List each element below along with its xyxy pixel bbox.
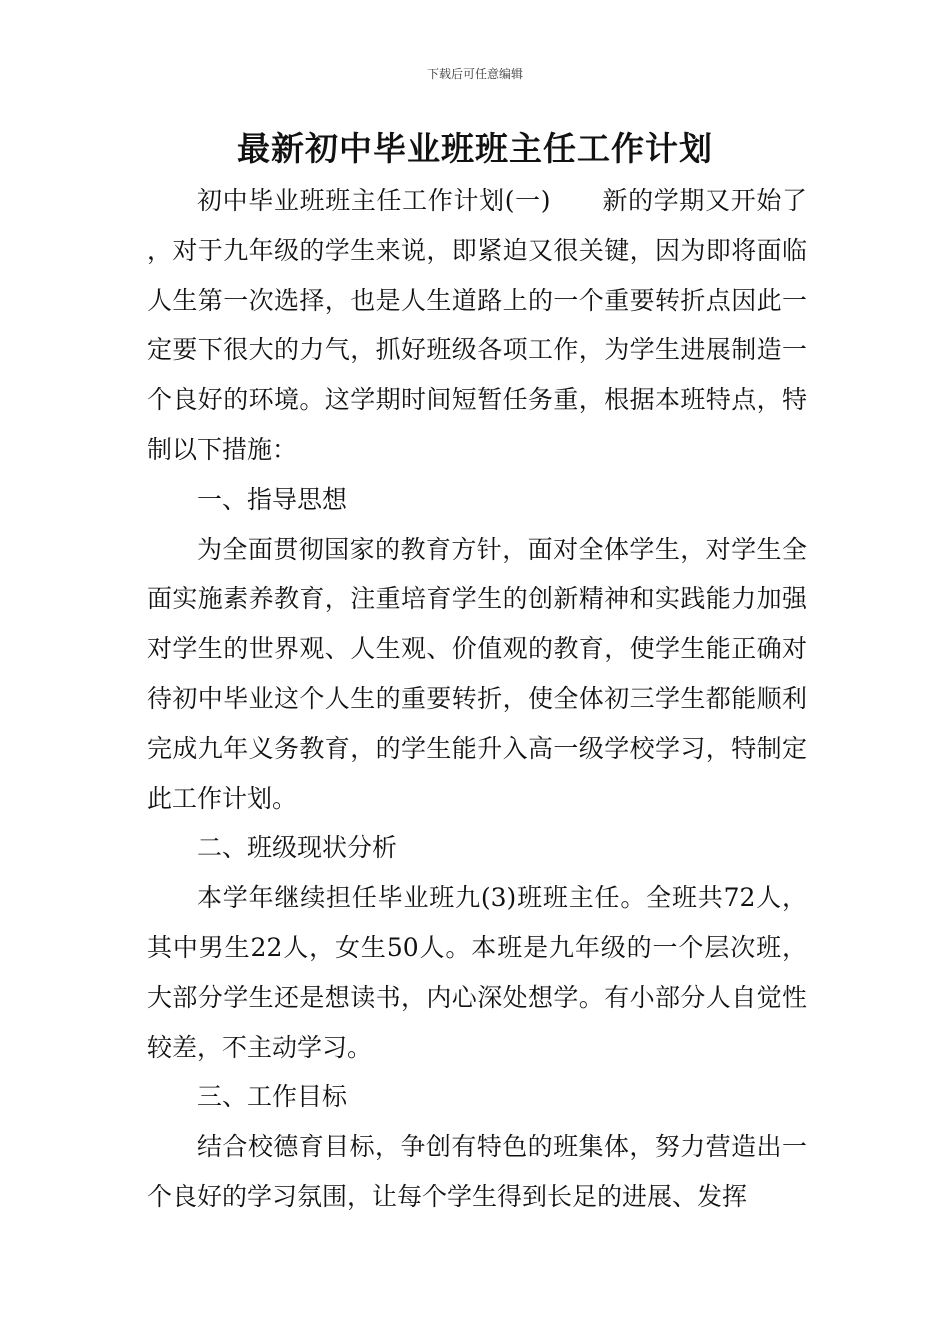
section-heading-class-analysis: 二、班级现状分析 bbox=[197, 833, 398, 863]
document-title: 最新初中毕业班班主任工作计划 bbox=[237, 129, 713, 168]
document-body bbox=[147, 176, 807, 1222]
section-heading-work-goals: 三、工作目标 bbox=[197, 1082, 348, 1112]
work-goals-paragraph: 结合校德育目标，争创有特色的班集体，努力营造出一个良好的学习氛围，让每个学生得到长足的进展、发挥 bbox=[147, 1132, 807, 1211]
guiding-ideology-paragraph: 为全面贯彻国家的教育方针，面对全体学生，对学生全面实施素养教育，注重培育学生的创新精神和实践能力加强对学生的世界观、人生观、价值观的教育，使学生能正确对待初中毕业这个人生的重要转折，使全体初三学生都能顺利完成九年义务教育，的学生能升入高一级学校学习，特制定此工作计划。 bbox=[147, 534, 807, 813]
header-note: 下载后可任意编辑 bbox=[426, 67, 523, 81]
section-heading-guiding-ideology: 一、指导思想 bbox=[197, 484, 348, 514]
class-analysis-paragraph: 本学年继续担任毕业班九(3)班班主任。全班共72人，其中男生22人，女生50人。本班是九年级的一个层次班，大部分学生还是想读书，内心深处想学。有小部分人自觉性较差，不主动学习。 bbox=[147, 883, 807, 1062]
intro-paragraph: 初中毕业班班主任工作计划(一) 新的学期又开始了，对于九年级的学生来说，即紧迫又很关键，因为即将面临人生第一次选择，也是人生道路上的一个重要转折点因此一定要下很大的力气，抓好班级各项工作，为学生进展制造一个良好的环境。这学期时间短暂任务重，根据本班特点，特制以下措施： bbox=[147, 186, 807, 464]
